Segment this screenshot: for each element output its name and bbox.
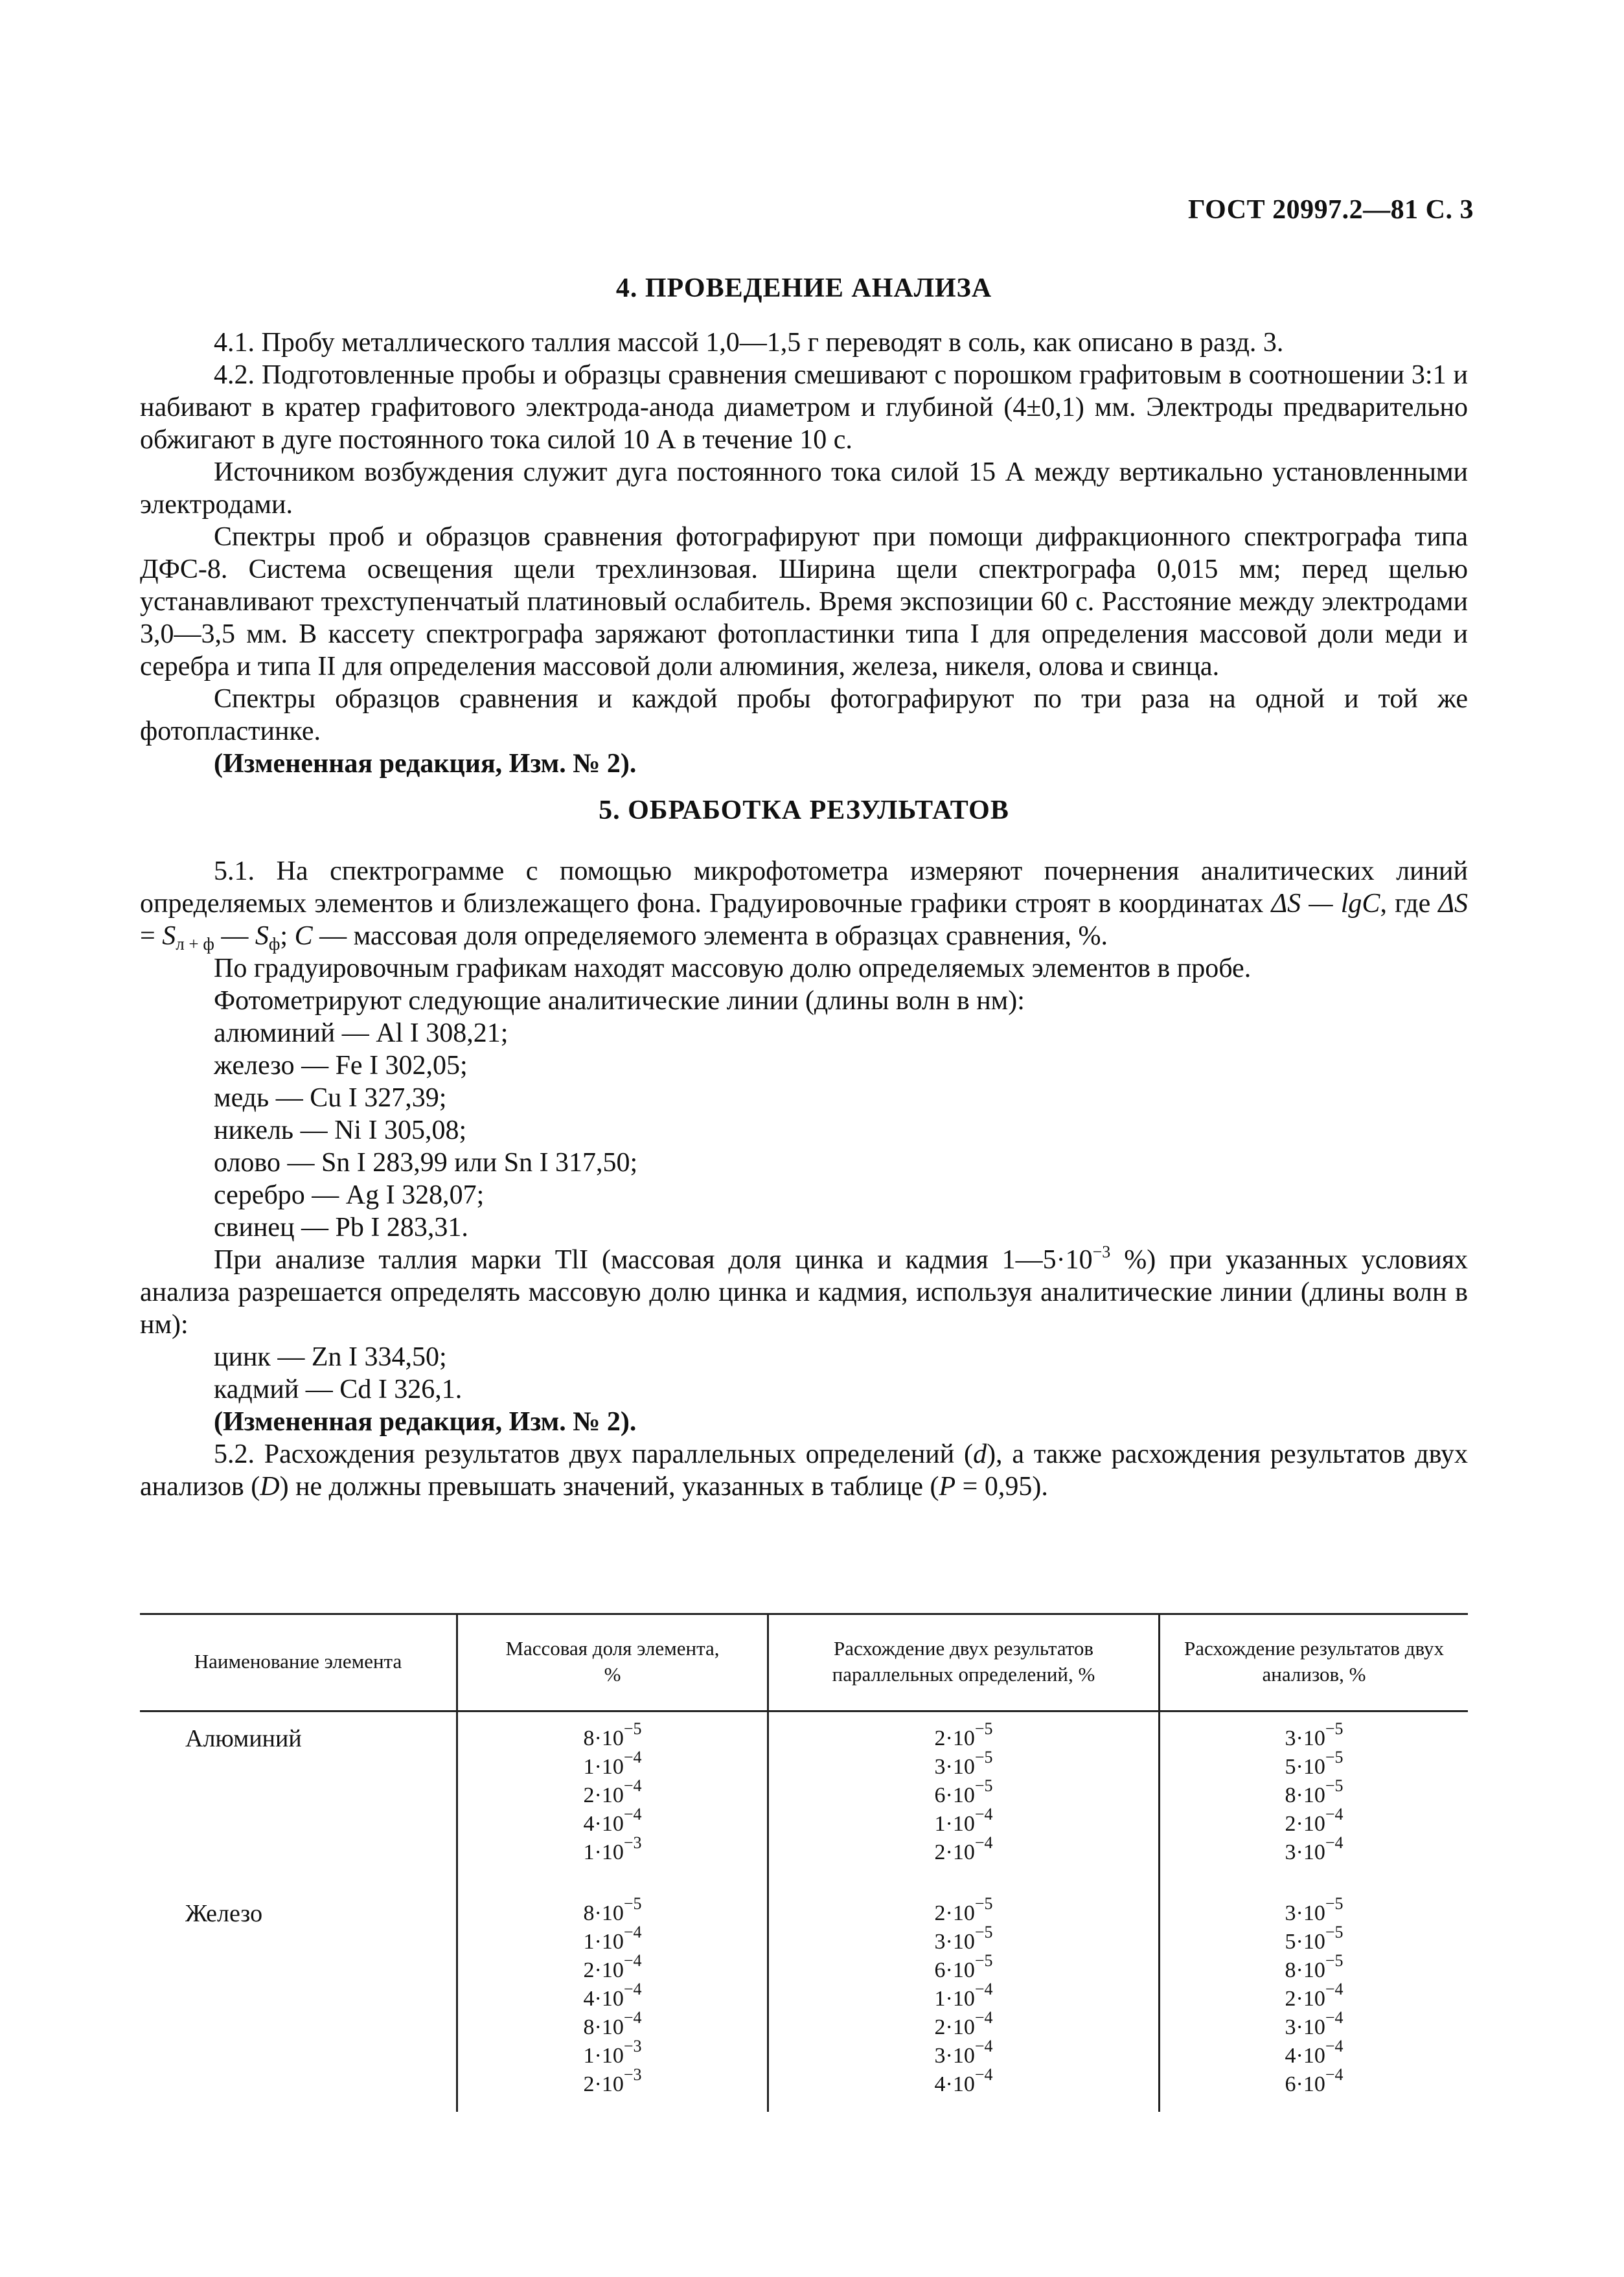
paragraph-4-2: 4.2. Подготовленные пробы и образцы сравнения смешивают с порошком графитовым в соотношении 3:1 и набивают в кратер графитового электрода-анода диаметром и глубиной (4±0,1) мм. Электроды предварительно обжигают в дуге постоянного тока силой 10 А в течение 10 с. [140,360,1468,455]
list-item-line: кадмий — Cd I 326,1. [214,1375,463,1404]
analysis-divergence-cell: $2\cdot 10^{-4}$ [1285,1980,1344,2011]
analysis-divergence-column [1160,1894,1468,2099]
paragraph-4-source: Источником возбуждения служит дуга постоянного тока силой 15 А между вертикально установленными электродами. [140,457,1468,520]
parallel-divergence-cell: $1\cdot 10^{-4}$ [934,1980,993,2011]
analysis-divergence-cell: $2\cdot 10^{-4}$ [1285,1805,1344,1836]
paragraph-5-lines-intro: Фотометрируют следующие аналитические линии (длины волн в нм): [214,986,1025,1016]
analysis-divergence-cell: $8\cdot 10^{-5}$ [1285,1951,1344,1982]
analysis-divergence-cell: $6\cdot 10^{-4}$ [1285,2065,1344,2096]
list-item-line: серебро — Ag I 328,07; [214,1180,485,1210]
parallel-divergence-cell: $2\cdot 10^{-4}$ [934,2008,993,2039]
paragraph-5-2: 5.2. Расхождения результатов двух параллельных определений (d), а также расхождения результатов двух анализов (D) не должны превышать значений, указанных в таблице (P = 0,95). [140,1439,1469,1502]
paragraph-5-zinc-cadmium: При анализе таллия марки ТlI (массовая доля цинка и кадмия $1—5\cdot 10^{-3}$ %) при указанных условиях анализа разрешается определять массовую долю цинка и кадмия, используя аналитические линии (длины волн в нм): [140,1242,1469,1340]
list-item-line: алюминий — Al I 308,21; [214,1018,509,1048]
mass-fraction-cell: $8\cdot 10^{-4}$ [583,2008,642,2039]
paragraph-4-spectra: Спектры проб и образцов сравнения фотографируют при помощи дифракционного спектрографа типа ДФС-8. Система освещения щели трехлинзовая. Ширина щели спектрографа 0,015 мм; перед щелью устанавливают трехступенчатый платиновый ослабитель. Время экспозиции 60 с. Расстояние между электродами 3,0—3,5 мм. В кассету спектрографа заряжают фотопластинки типа I для определения массовой доли меди и серебра и типа II для определения массовой доли алюминия, железа, никеля, олова и свинца. [140,522,1468,681]
parallel-divergence-cell: $3\cdot 10^{-5}$ [934,1748,993,1779]
table-header-element: Наименование элемента [194,1650,402,1673]
amendment-note-1: (Измененная редакция, Изм. № 2). [214,749,637,779]
mass-fraction-cell: $1\cdot 10^{-4}$ [583,1748,642,1779]
amendment-note-2: (Измененная редакция, Изм. № 2). [214,1407,637,1437]
element-name-cell: Алюминий [185,1725,302,1752]
parallel-divergence-cell: $1\cdot 10^{-4}$ [934,1805,993,1836]
table-header-parallel-divergence: Расхождение двух результатов параллельных определений, % [832,1637,1095,1686]
list-item-line: олово — Sn I 283,99 или Sn I 317,50; [214,1148,638,1178]
parallel-divergence-cell: $6\cdot 10^{-5}$ [934,1951,993,1982]
mass-fraction-cell: $2\cdot 10^{-4}$ [583,1951,642,1982]
element-name-cell: Железо [185,1900,263,1927]
mass-fraction-cell: $2\cdot 10^{-4}$ [583,1776,642,1807]
analysis-divergence-cell: $3\cdot 10^{-5}$ [1285,1894,1344,1925]
analysis-divergence-cell: $8\cdot 10^{-5}$ [1285,1776,1344,1807]
mass-fraction-column [458,1719,767,1867]
paragraph-5-graphs: По градуировочным графикам находят массовую долю определяемых элементов в пробе. [214,954,1252,983]
list-item-line: никель — Ni I 305,08; [214,1116,467,1145]
analysis-divergence-cell: $5\cdot 10^{-5}$ [1285,1923,1344,1954]
analysis-divergence-cell: $3\cdot 10^{-4}$ [1285,2008,1344,2039]
mass-fraction-cell: $1\cdot 10^{-3}$ [583,1833,642,1864]
parallel-divergence-cell: $3\cdot 10^{-5}$ [934,1923,993,1954]
mass-fraction-cell: $2\cdot 10^{-3}$ [583,2065,642,2096]
paragraph-4-1: 4.1. Пробу металлического таллия массой 1,0—1,5 г переводят в соль, как описано в разд. 3. [214,328,1284,358]
mass-fraction-column [458,1894,767,2099]
analysis-divergence-cell: $4\cdot 10^{-4}$ [1285,2037,1344,2068]
list-item-line: медь — Cu I 327,39; [214,1083,447,1113]
parallel-divergence-cell: $2\cdot 10^{-5}$ [934,1719,993,1750]
paragraph-4-photo: Спектры образцов сравнения и каждой пробы фотографируют по три раза на одной и той же фотопластинке. [140,684,1468,746]
mass-fraction-cell: $4\cdot 10^{-4}$ [583,1805,642,1836]
mass-fraction-cell: $1\cdot 10^{-4}$ [583,1923,642,1954]
parallel-divergence-column [769,1894,1158,2099]
mass-fraction-cell: $8\cdot 10^{-5}$ [583,1719,642,1750]
analysis-divergence-cell: $5\cdot 10^{-5}$ [1285,1748,1344,1779]
paragraph-5-1: 5.1. На спектрограмме с помощью микрофотометра измеряют почернения аналитических линий определяемых элементов и близлежащего фона. Градуировочные графики строят в координатах ΔS — lgC, где $\Delta S = S_{л + ф}$ — $S_ф$; C — массовая доля определяемого элемента в образцах сравнения, %. [140,856,1468,954]
analysis-divergence-cell: $3\cdot 10^{-5}$ [1285,1719,1344,1750]
parallel-divergence-cell: $6\cdot 10^{-5}$ [934,1776,993,1807]
analysis-divergence-cell: $3\cdot 10^{-4}$ [1285,1833,1344,1864]
list-item-line: железо — Fe I 302,05; [214,1051,468,1081]
analysis-divergence-column [1160,1719,1468,1867]
list-item-line: свинец — Pb I 283,31. [214,1213,468,1242]
page-header: ГОСТ 20997.2—81 С. 3 [1187,195,1474,225]
parallel-divergence-cell: $2\cdot 10^{-4}$ [934,1833,993,1864]
parallel-divergence-cell: $2\cdot 10^{-5}$ [934,1894,993,1925]
section-5-title: 5. ОБРАБОТКА РЕЗУЛЬТАТОВ [599,795,1009,825]
list-item-line: цинк — Zn I 334,50; [214,1342,447,1372]
parallel-divergence-cell: $4\cdot 10^{-4}$ [934,2065,993,2096]
mass-fraction-cell: $1\cdot 10^{-3}$ [583,2037,642,2068]
parallel-divergence-column [769,1719,1158,1867]
mass-fraction-cell: $8\cdot 10^{-5}$ [583,1894,642,1925]
document-body [140,272,1468,1503]
table-header-mass-fraction: Массовая доля элемента, % [505,1637,720,1686]
parallel-divergence-cell: $3\cdot 10^{-4}$ [934,2037,993,2068]
mass-fraction-cell: $4\cdot 10^{-4}$ [583,1980,642,2011]
table-header-analysis-divergence: Расхождение результатов двух анализов, % [1184,1637,1445,1686]
table-header-rule [140,1710,1468,1712]
section-4-title: 4. ПРОВЕДЕНИЕ АНАЛИЗА [615,273,992,303]
